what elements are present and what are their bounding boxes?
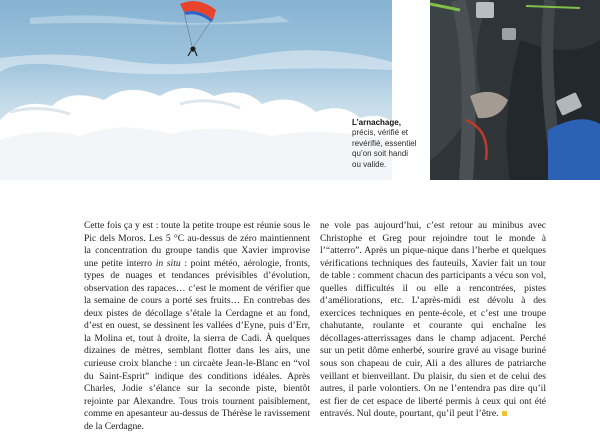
paragraph-text: ne vole pas aujourd’hui, c’est retour au minibus avec Christophe et Greg pour rejoindre tout le monde à l’“atterro”. Après un pique-nique dans l’herbe et quelques vérifications techniques des fauteuils, Xavier fait un tour de table : comment chacun des participants a vécu son vol, quelles difficultés il ou elle a rencontrées, pistes d’améliorations, etc. L’après-midi est dévolu à des exercices techniques en pente-école, et c’est une troupe chahutante, roulante et courante qui enchaîne les décollages-atterrissages dans le champ adjacent. Perché sur un petit dôme enherbé, sourire gravé au visage buriné sous son chapeau de cuir, Ali a des allures de patriarche veillant et bienveillant. Du plaisir, du sien et de celui des autres, il parle volontiers. On ne l’entendra pas dire qu’il est fier de cet espace de liberté permis à ceux qui ont été entravés. Nul doute, pourtant, qu’il peut l’être. <box>320 220 546 420</box>
article-paragraph <box>84 220 310 433</box>
paragraph-italic-text: in situ <box>155 257 181 269</box>
paragraph-text: Cette fois ça y est : toute la petite troupe est réunie sous le Pic dels Moros. Les 5 °C au-dessus de zéro maintiennent la concentration du groupe tandis que Xavier improvise une petite interro <box>84 220 310 269</box>
paraglider-wing <box>180 1 216 20</box>
article-column-left <box>84 220 310 433</box>
article-column-right <box>320 220 546 421</box>
paraglider-photo-art <box>0 0 392 180</box>
harness-photo-art <box>430 0 600 180</box>
paragraph-text: : point météo, aérologie, fronts, types de nuages et tendances prévisibles d’évolution, observation des rapaces… c’est le moment de vérifier que la semaine de cours a porté ses fruits… En contrebas des deux pistes de décollage s’étale la Cerdagne et au fond, d’est en ouest, se dessinent les vallées d’Eyne, puis d’Err, la Molina et, tout à droite, la sierra de Cadi. À quelques dizaines de mètres, semblant flotter dans les airs, une curieuse croix blanche : un circaète Jean-le-Blanc en “vol du Saint-Esprit” indique des conditions idéales. Après Charles, Jodie s’élance sur la seconde piste, bientôt rejointe par Alexandre. Tous trois tournent paisiblement, comme en apesanteur au-dessus de Thérèse le ravissement de la Cerdagne. <box>84 257 311 432</box>
caption-title: L’arnachage, <box>352 118 401 127</box>
caption-text: précis, vérifié et revérifié, essentiel qu’on soit handi ou valide. <box>352 128 417 169</box>
article-end-mark-icon <box>502 411 507 416</box>
article-paragraph <box>320 220 546 421</box>
paraglider-pilot <box>190 46 195 51</box>
paraglider-photo <box>0 0 392 180</box>
photo-caption <box>352 118 418 170</box>
harness-photo <box>430 0 600 180</box>
